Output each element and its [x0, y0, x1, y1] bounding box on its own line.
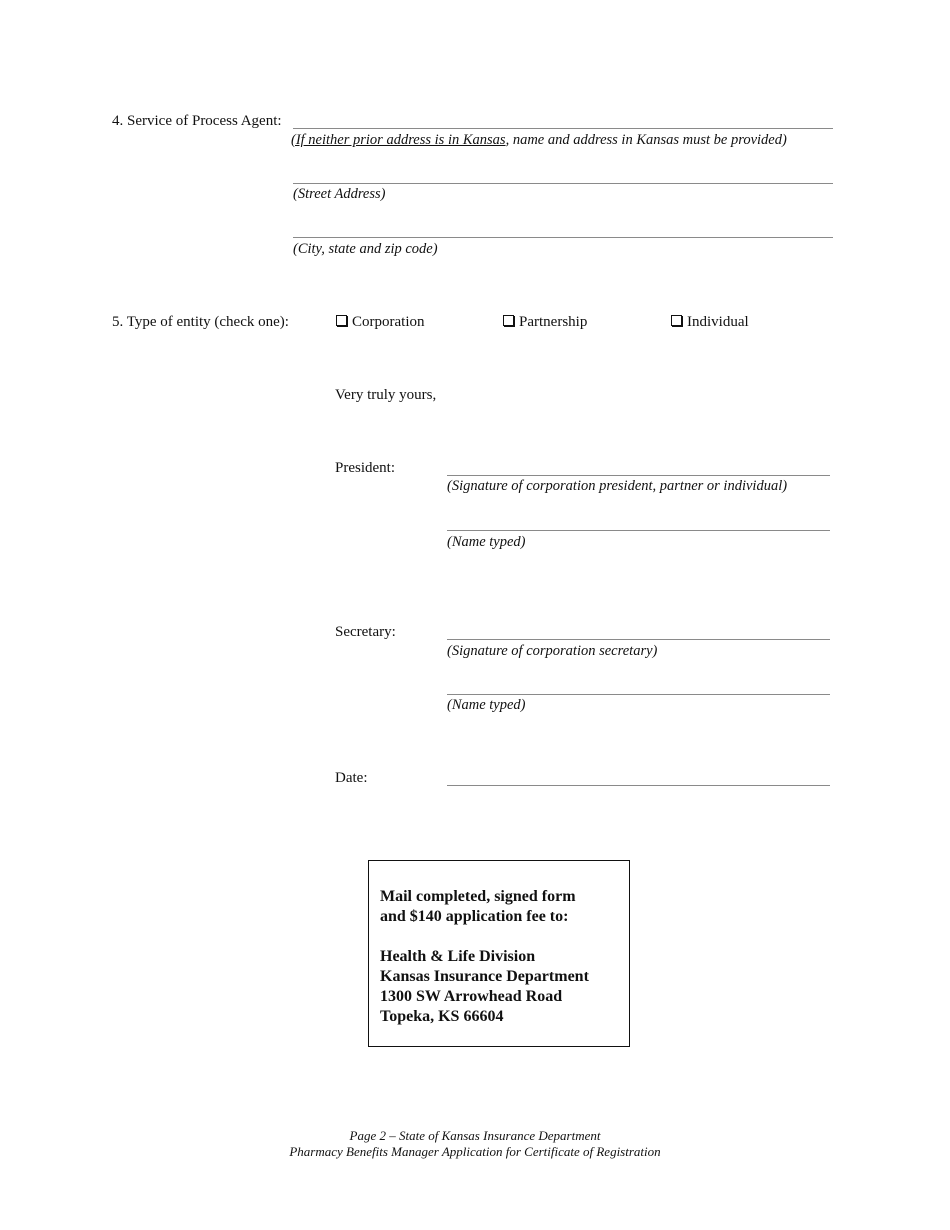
- mail-street: 1300 SW Arrowhead Road: [380, 988, 563, 1005]
- secretary-name-caption: (Name typed): [447, 697, 526, 713]
- entity-option-partnership[interactable]: [503, 313, 587, 331]
- partnership-label: Partnership: [519, 314, 588, 330]
- footer-title-line: Pharmacy Benefits Manager Application for Certificate of Registration: [289, 1144, 661, 1159]
- secretary-name-line[interactable]: [447, 694, 830, 695]
- mail-department: Kansas Insurance Department: [380, 968, 589, 985]
- instruction-rest-text: , name and address in Kansas must be provided): [505, 132, 787, 148]
- service-agent-name-line[interactable]: [293, 128, 833, 129]
- secretary-label: Secretary:: [335, 624, 396, 640]
- president-name-line[interactable]: [447, 530, 830, 531]
- secretary-signature-line[interactable]: [447, 639, 830, 640]
- mailing-instructions-box: [368, 860, 630, 1047]
- president-name-caption: (Name typed): [447, 534, 526, 550]
- instruction-underlined-text: (If neither prior address is in Kansas: [291, 132, 506, 148]
- entity-option-individual[interactable]: [671, 313, 749, 331]
- service-agent-instruction: [291, 131, 787, 149]
- president-label: President:: [335, 460, 395, 476]
- city-state-zip-line[interactable]: [293, 237, 833, 238]
- secretary-signature-caption: (Signature of corporation secretary): [447, 643, 658, 659]
- individual-checkbox[interactable]: [671, 315, 682, 326]
- president-signature-line[interactable]: [447, 475, 830, 476]
- date-line[interactable]: [447, 785, 830, 786]
- corporation-checkbox[interactable]: [336, 315, 347, 326]
- mail-line-2: and $140 application fee to:: [380, 908, 569, 925]
- mail-city: Topeka, KS 66604: [380, 1008, 504, 1025]
- partnership-checkbox[interactable]: [503, 315, 514, 326]
- service-agent-label: 4. Service of Process Agent:: [112, 113, 282, 129]
- president-signature-caption: (Signature of corporation president, partner or individual): [447, 478, 788, 494]
- individual-label: Individual: [687, 314, 749, 330]
- entity-option-corporation[interactable]: [336, 313, 425, 331]
- street-address-line[interactable]: [293, 183, 833, 184]
- footer-page-line: Page 2 – State of Kansas Insurance Department: [349, 1128, 601, 1143]
- closing-text: Very truly yours,: [335, 387, 437, 403]
- street-address-caption: (Street Address): [293, 186, 386, 202]
- mail-division: Health & Life Division: [380, 948, 536, 965]
- entity-type-label: 5. Type of entity (check one):: [112, 314, 289, 330]
- date-label: Date:: [335, 770, 368, 786]
- mail-line-1: Mail completed, signed form: [380, 888, 576, 905]
- city-state-zip-caption: (City, state and zip code): [293, 241, 438, 257]
- corporation-label: Corporation: [352, 314, 425, 330]
